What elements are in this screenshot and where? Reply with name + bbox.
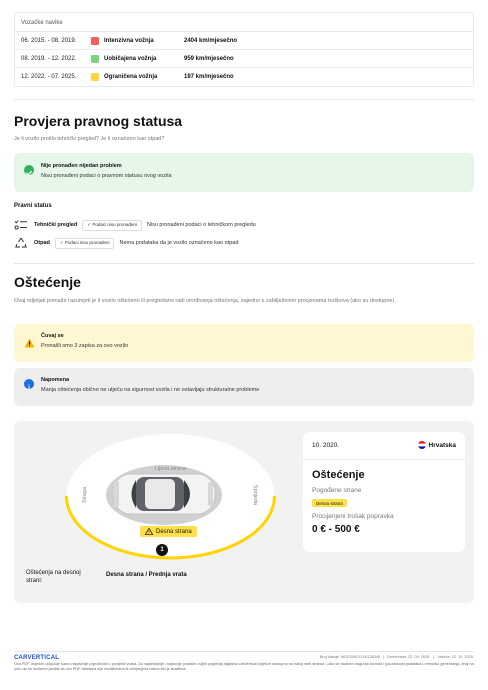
damage-record-card <box>303 432 465 552</box>
habit-color-swatch <box>91 73 99 81</box>
status-text: Nisu pronađeni podaci o tehničkom pregledu <box>146 222 256 228</box>
driving-habits-table <box>14 12 474 87</box>
damage-title: Oštećenje <box>14 274 81 290</box>
carvertical-logo: CARVERTICAL <box>14 655 60 661</box>
alert-title: Napomena <box>41 377 70 383</box>
damage-summary-value: Desna strana / Prednja vrata <box>106 572 187 578</box>
generated-date: Generirano: 22. 09. 2025. <box>387 655 431 659</box>
alert-text: Manja oštećenja obično ne utječu na sigurnost vozila i ne ostavljaju strukturalne probleme <box>41 387 260 393</box>
legal-status-subtitle: Je li vozilo prošlo tehnički pregled? Je li označeno kao otpad? <box>14 136 165 142</box>
car-damage-diagram <box>65 430 276 562</box>
habit-label: Intenzivna vožnja <box>104 37 154 44</box>
checklist-icon <box>14 219 28 231</box>
damaged-sides-label: Pogođene strane <box>312 487 362 494</box>
legal-status-title: Provjera pravnog statusa <box>14 113 183 129</box>
status-row-inspection <box>14 219 256 231</box>
damage-subtitle: Ovaj odjeljak pomaže razumjeti je li vozilo oštećeno ili pregledano radi utvrđivanja oštećenja, zajedno s zabilježenim procjenama troškova (ako su dostupne). <box>14 298 396 304</box>
info-icon <box>24 379 34 389</box>
record-date: 10. 2020. <box>312 442 340 449</box>
warning-icon <box>145 528 153 535</box>
front-label: Sprijeda <box>252 484 259 506</box>
habit-row <box>15 50 473 68</box>
alert-title: Nije pronađen nijedan problem <box>41 163 122 169</box>
card-divider <box>303 459 465 460</box>
damage-summary-label: Oštećenja na desnoj strani: <box>26 570 81 584</box>
habit-label: Ograničena vožnja <box>104 74 158 80</box>
warning-alert <box>14 324 474 362</box>
valid-date: Važeće: 22. 10. 2025. <box>437 655 474 659</box>
section-divider <box>14 263 474 264</box>
habit-distance: 2404 km/mjesečno <box>184 37 238 44</box>
footer-meta: Broj časnje: WDD2462121N138345 | Generirano: 22. 09. 2025. | Važeće: 22. 10. 2025. <box>319 655 474 659</box>
damaged-side-badge: Desna strana <box>312 499 347 507</box>
habit-row <box>15 68 473 86</box>
damage-marker-label: Desna strana <box>140 526 197 537</box>
note-alert <box>14 368 474 406</box>
recycle-icon <box>14 237 28 249</box>
footer-disclaimer: Ovo PDF izvješće uključuje samo najvažnije pojedinosti o povijesti vozila. Za najdetaljnije i najnovije podatke uvijek pogledaj digitalno carVertical izvješće dostupno na našoj web stranici. Lako se trudimo osigurati točnost i pouzdanost podataka u trenutku generiranja, imaj na umu da ne možemo jamčiti da ovo PDF datoteka nije modificirana ili izmijenjena nakon što je izrađena. <box>14 662 474 671</box>
check-circle-icon <box>24 165 34 175</box>
alert-title: Čuvaj se <box>41 333 64 339</box>
habit-distance: 959 km/mjesečno <box>184 55 234 62</box>
report-id: Broj časnje: WDD2462121N138345 <box>319 655 381 659</box>
footer-divider <box>14 651 474 652</box>
record-title: Oštećenje <box>312 469 365 481</box>
habit-period: 06. 2015. - 08. 2019. <box>21 37 77 44</box>
alert-text: Pronašli smo 3 zapisa za ovo vozilo <box>41 343 129 349</box>
left-side-label: Lijeva strana <box>154 466 187 472</box>
habit-period: 08. 2019. - 12. 2022. <box>21 55 77 62</box>
status-row-scrap <box>14 237 238 249</box>
record-country: Hrvatska <box>418 441 456 449</box>
rear-label: Straga <box>82 486 89 504</box>
habit-color-swatch <box>91 55 99 63</box>
habit-distance: 197 km/mjesečno <box>184 74 234 80</box>
habit-color-swatch <box>91 37 99 45</box>
status-badge: ✓ Podaci nisu pronađeni <box>82 220 142 231</box>
habit-period: 12. 2022. - 07. 2025. <box>21 74 77 80</box>
status-name: Tehnički pregled <box>34 222 78 228</box>
cost-value: 0 € - 500 € <box>312 524 360 535</box>
cost-label: Procijenjeni trošak popravka <box>312 513 394 520</box>
croatia-flag-icon <box>418 441 426 449</box>
habit-row <box>15 32 473 50</box>
driving-habits-header: Vozačke navike <box>15 13 473 32</box>
status-text: Nema podataka da je vozilo označeno kao otpad <box>119 240 239 246</box>
alert-text: Nisu pronađeni podaci o pravnom statusu ovog vozila <box>41 173 172 179</box>
legal-status-heading: Pravni status <box>14 203 52 209</box>
status-name: Otpad <box>34 240 50 246</box>
habit-label: Uobičajena vožnja <box>104 55 157 62</box>
no-problem-alert <box>14 153 474 192</box>
section-divider <box>14 99 474 100</box>
status-badge: ✓ Podaci nisu pronađeni <box>55 238 115 249</box>
warning-icon <box>24 335 34 345</box>
damage-panel <box>14 421 474 603</box>
damage-marker-number[interactable]: 1 <box>156 544 168 556</box>
